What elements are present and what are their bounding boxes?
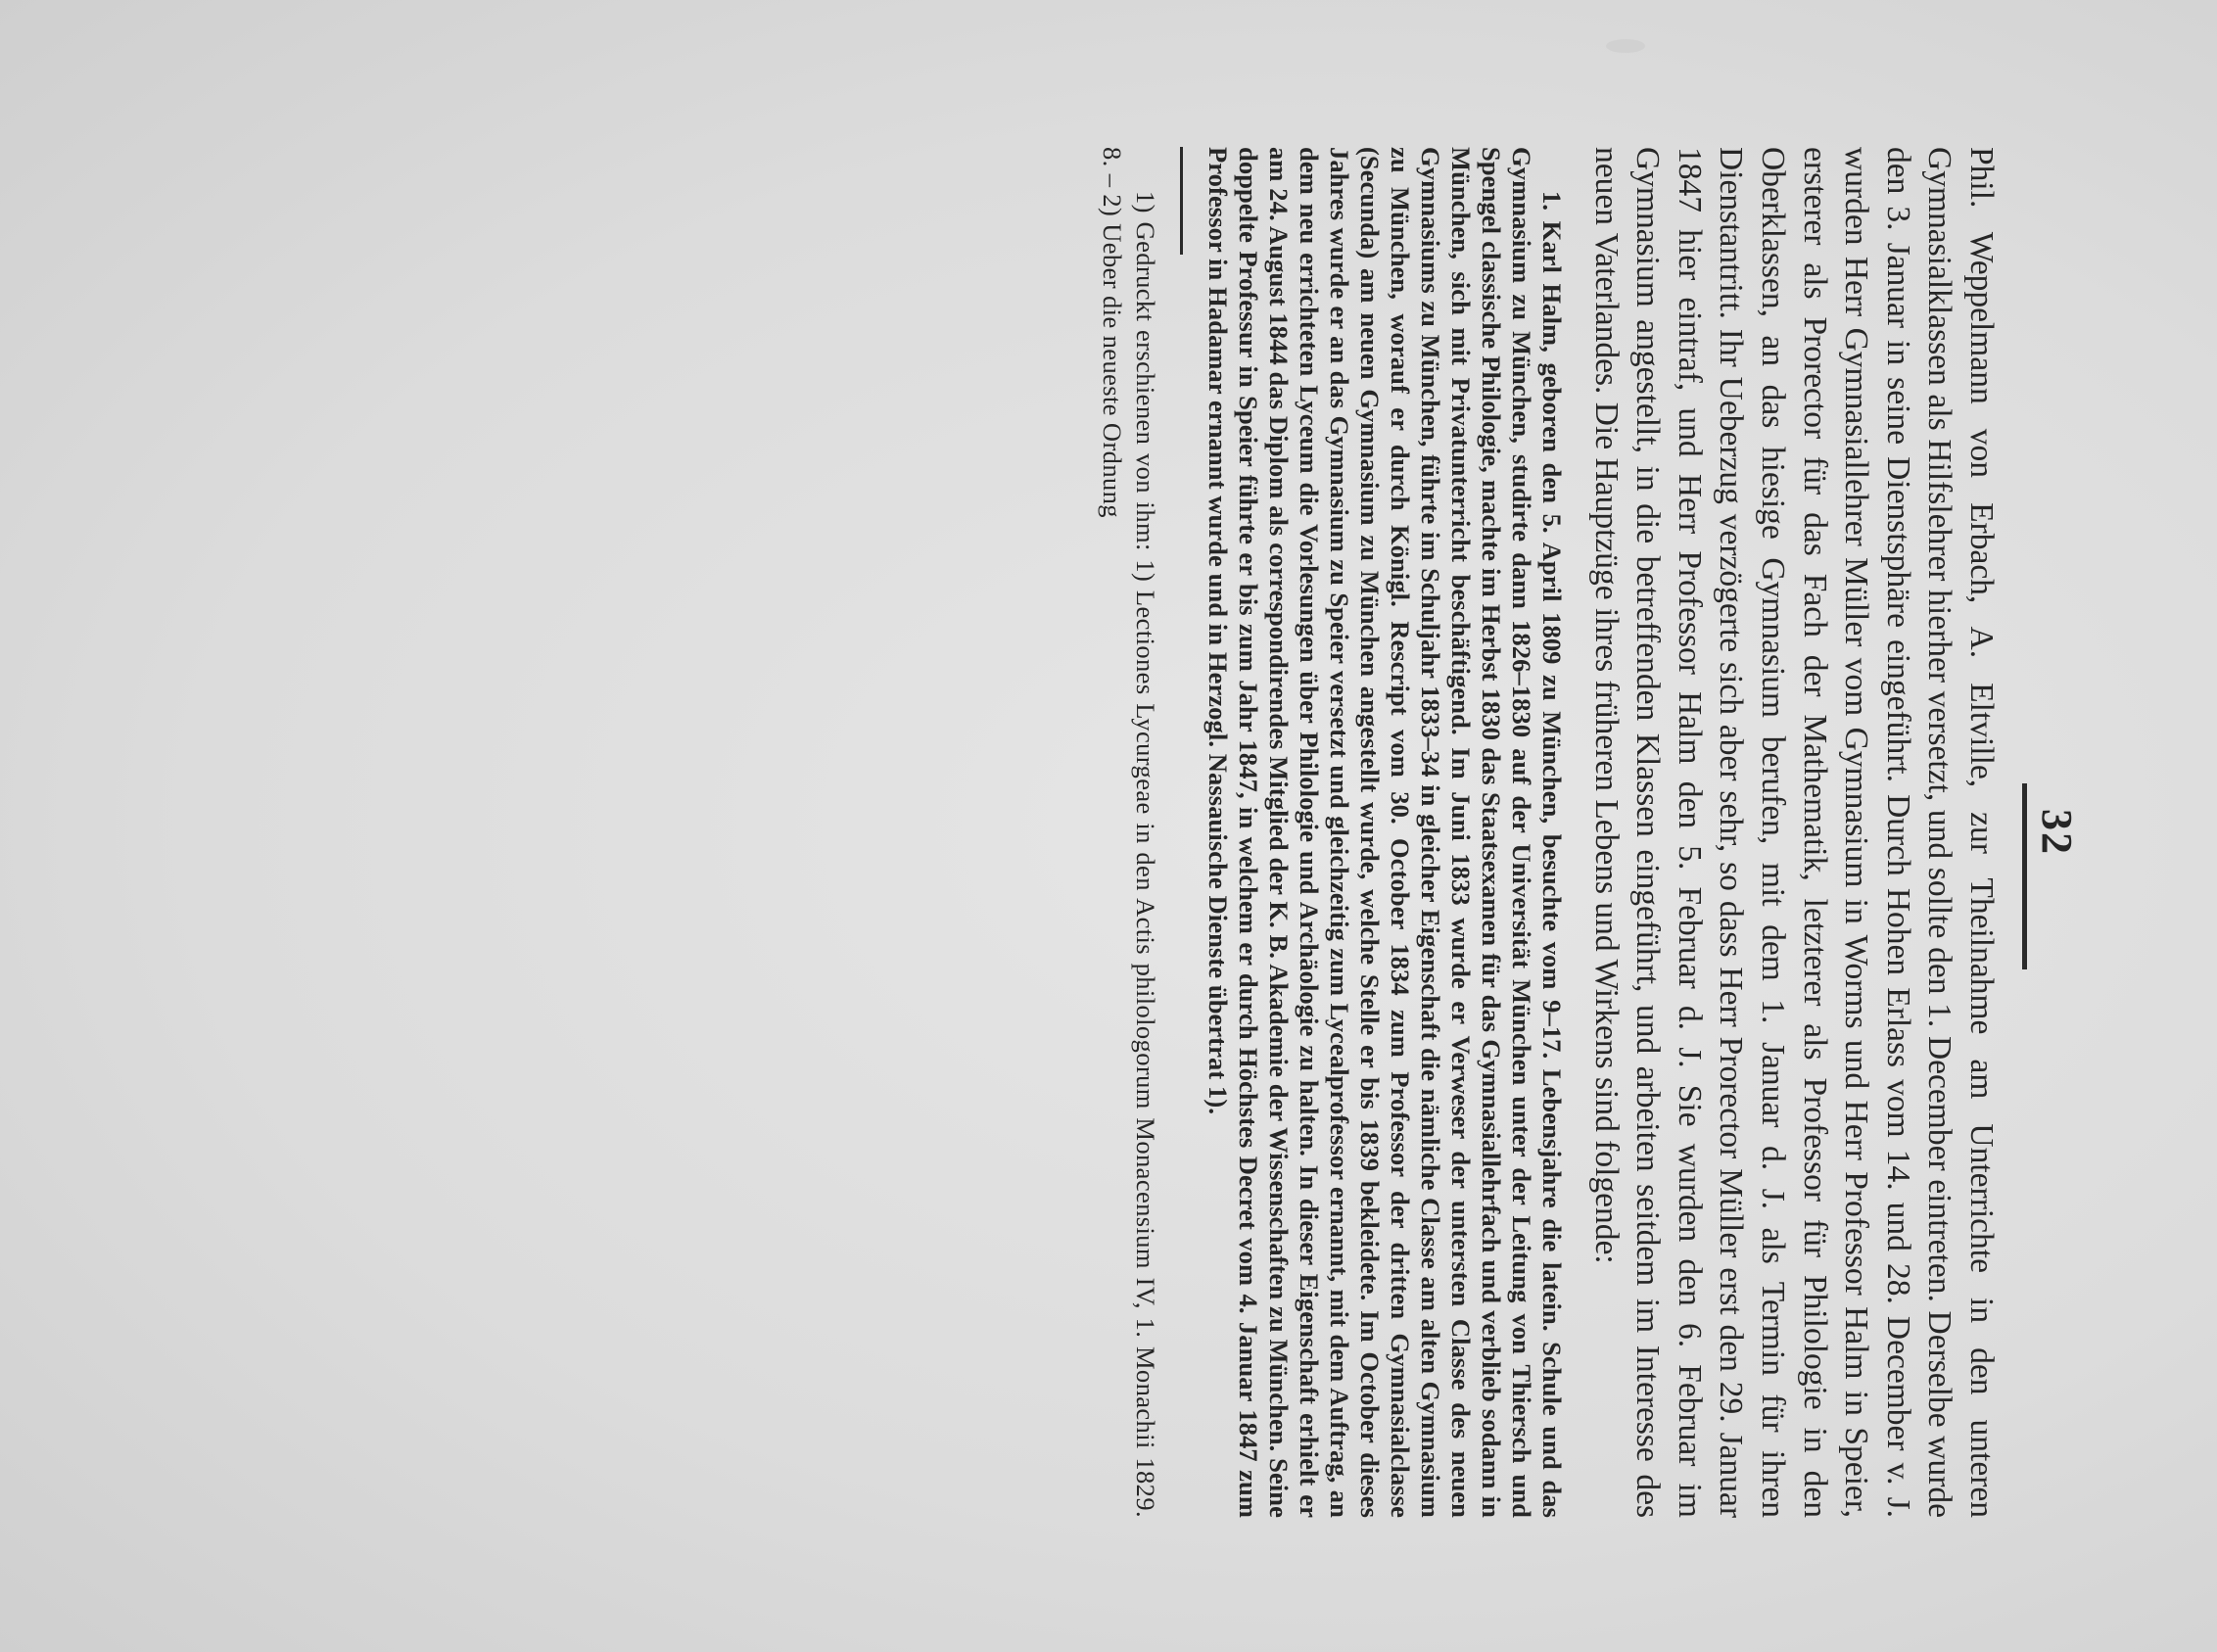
- header-rule: [2022, 783, 2027, 969]
- paragraph-staff-changes: Phil. Weppelmann von Erbach, A. Eltville, zur Theilnahme am Unterrichte in den unteren Gymnasialklassen als Hilfslehrer hierher versetzt, und sollte den 1. December eintreten. Derselbe wurde den 3. Januar in seine Dienstsphäre eingeführt. Durch Hohen Erlass vom 14. und 28. December v. J. wurden Herr Gymnasiallehrer Müller vom Gymnasium in Worms und Herr Professor Halm in Speier, ersterer als Prorector für das Fach der Mathematik, letzterer als Professor für Philologie in den Oberklassen, an das hiesige Gymnasium berufen, mit dem 1. Januar d. J. als Termin für ihren Dienstantritt. Ihr Ueberzug verzögerte sich aber sehr, so dass Herr Prorector Müller erst den 29. Januar 1847 hier eintraf, und Herr Professor Halm den 5. Februar d. J. Sie wurden den 6. Februar im Gymnasium angestellt, in die betreffenden Klassen eingeführt, und arbeiten seitdem im Interesse des neuen Vaterlandes. Die Hauptzüge ihres früheren Lebens und Wirkens sind folgende:: [1587, 147, 2000, 1518]
- paragraph-karl-halm: 1. Karl Halm, geboren den 5. April 1809 zu München, besuchte vom 9–17. Lebensjahre die latein. Schule und das Gymnasium zu München, studirte dann 1826–1830 auf der Universität München unter der Leitung von Thiersch und Spengel classische Philologie, machte im Herbst 1830 das Staatsexamen für das Gymnasiallehrfach und verblieb sodann in München, sich mit Privatunterricht beschäftigend. Im Juni 1833 wurde er Verweser der untersten Classe des neuen Gymnasiums zu München, führte im Schuljahr 1833–34 in gleicher Eigenschaft die nämliche Classe am alten Gymnasium zu München, worauf er durch Königl. Rescript vom 30. October 1834 zum Professor der dritten Gymnasialclasse (Secunda) am neuen Gymnasium zu München angestellt wurde, welche Stelle er bis 1839 bekleidete. Im October dieses Jahres wurde er an das Gymnasium zu Speier versetzt und gleichzeitig zum Lycealprofessor ernannt, mit dem Auftrag, an dem neu errichteten Lyceum die Vorlesungen über Philologie und Archäologie zu halten. In dieser Eigenschaft erhielt er am 24. August 1844 das Diplom als correspondirendes Mitglied der K. B. Akademie der Wissenschaften zu München. Seine doppelte Professur in Speier führte er bis zum Jahr 1847, in welchem er durch Höchstes Decret vom 4. Januar 1847 zum Professor in Hadamar ernannt wurde und in Herzogl. Nassauische Dienste übertrat 1).: [1203, 147, 1568, 1518]
- paper-speck: [1606, 39, 1645, 53]
- footnote: 1) Gedruckt erschienen von ihm: 1) Lectiones Lycurgeae in den Actis philologorum Monacensium IV, 1. Monachii 1829. 8. – 2) Ueber die neueste Ordnung: [1098, 147, 1161, 1518]
- body-text: [1096, 147, 2002, 1518]
- page-header: [2013, 147, 2088, 1518]
- page-number: 32: [2033, 809, 2081, 856]
- footnote-rule: [1180, 147, 1183, 255]
- rotated-page-content: [325, 147, 2088, 1518]
